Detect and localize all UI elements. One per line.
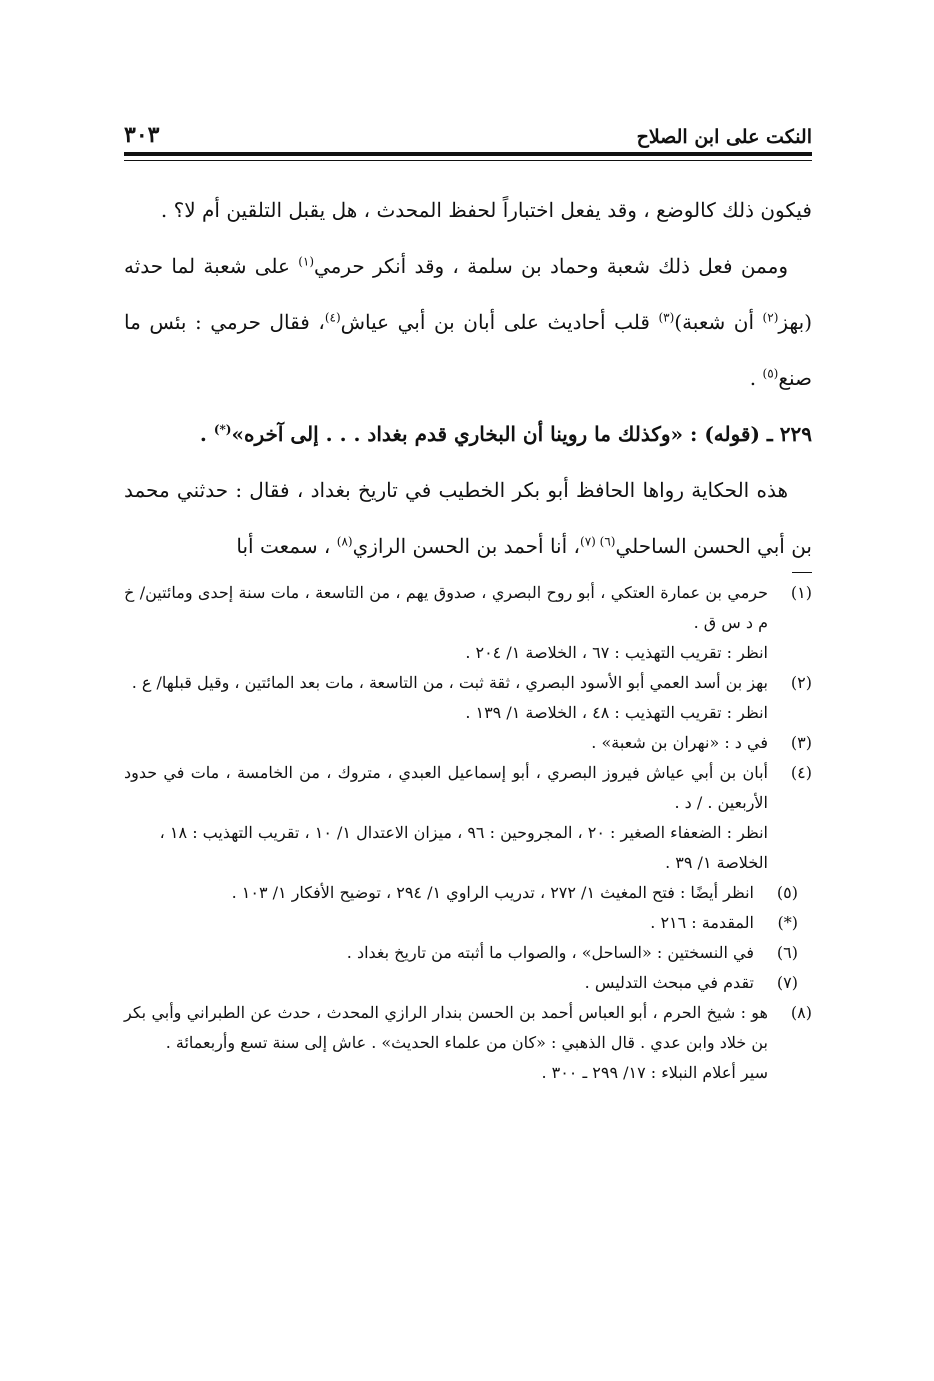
footnote-marker-8: (٨) [336, 534, 353, 549]
footnote-number: (٤) [790, 763, 812, 782]
footnote-marker-2: (٢) [762, 310, 779, 325]
footnote-text: في النسختين : «الساحل» ، والصواب ما أثبته من تاريخ بغداد . [346, 943, 754, 962]
footnote-8-reference: سير أعلام النبلاء : ١٧/ ٢٩٩ ـ ٣٠٠ . [541, 1063, 768, 1082]
footnote-2-reference: انظر : تقريب التهذيب : ٤٨ ، الخلاصة ١/ ١٣٩ . [465, 703, 768, 722]
heading-text: (قوله) : «وكذلك ما روينا أن البخاري قدم بغداد . . . إلى آخره» [231, 422, 760, 446]
footnote-number: (٦) [776, 943, 798, 962]
footnote-number: (١) [790, 583, 812, 602]
header-rule-thin [124, 160, 812, 161]
p2-seg-f: . [749, 366, 763, 390]
footnote-marker-4: (٤) [324, 310, 341, 325]
paragraph-1 [124, 182, 812, 238]
footnote-6 [124, 938, 812, 968]
footnote-2 [124, 668, 812, 698]
paragraph-3 [124, 462, 812, 574]
running-title: النكت على ابن الصلاح [636, 126, 812, 148]
section-heading-229 [124, 406, 812, 462]
footnote-star [124, 908, 812, 938]
footnote-number: (٥) [776, 883, 798, 902]
footnote-number: (٨) [790, 1003, 812, 1022]
footnote-text: المقدمة : ٢١٦ . [650, 913, 754, 932]
page-header [124, 108, 812, 148]
p2-seg-c: أن شعبة) [674, 310, 763, 334]
footnote-7 [124, 968, 812, 998]
p2-seg-e: ، فقال حرمي : بئس ما صنع [124, 310, 812, 390]
footnote-4-reference: انظر : الضعفاء الصغير : ٢٠ ، المجروحين : ٩٦ ، ميزان الاعتدال ١/ ١٠ ، تقريب التهذيب : ١٨ ، الخلاصة ١/ ٣٩ . [159, 823, 768, 872]
p2-seg-b: على شعبة لما حدثه (بهز [124, 254, 812, 334]
footnote-5 [124, 878, 812, 908]
p2-seg-d: قلب أحاديث على أبان بن أبي عياش [340, 310, 659, 334]
footnote-marker-star: (*) [213, 422, 232, 437]
heading-end: . [199, 422, 214, 446]
paragraph-1-text: فيكون ذلك كالوضع ، وقد يفعل اختباراً لحفظ المحدث ، هل يقبل التلقين أم لا؟ . [160, 198, 812, 222]
header-rule-thick [124, 152, 812, 156]
footnote-text: انظر أيضًا : فتح المغيث ١/ ٢٧٢ ، تدريب الراوي ١/ ٢٩٤ ، توضيح الأفكار ١/ ١٠٣ . [231, 883, 754, 902]
footnote-number: (*) [777, 913, 798, 932]
footnote-number: (٧) [776, 973, 798, 992]
footnote-number: (٣) [790, 733, 812, 752]
footnote-8 [124, 998, 812, 1058]
paragraph-2 [124, 238, 812, 406]
page-number: ٣٠٣ [124, 122, 160, 148]
p3-seg-b: ، أنا أحمد بن الحسن الرازي [352, 534, 580, 558]
p3-seg-a: هذه الحكاية رواها الحافظ أبو بكر الخطيب في تاريخ بغداد ، فقال : حدثني محمد بن أبي الحسن الساحلي [124, 478, 812, 558]
footnote-marker-6-7: (٦) (٧) [580, 534, 616, 549]
footnote-text: تقدم في مبحث التدليس . [584, 973, 754, 992]
footnote-1-reference: انظر : تقريب التهذيب : ٦٧ ، الخلاصة ١/ ٢٠٤ . [465, 643, 768, 662]
footnote-text: بهز بن أسد العمي أبو الأسود البصري ، ثقة ثبت ، من التاسعة ، مات بعد المائتين ، وقيل قبلها/ ع . [131, 673, 768, 692]
footnote-4 [124, 758, 812, 818]
footnote-text: هو : شيخ الحرم ، أبو العباس أحمد بن الحسن بندار الرازي المحدث ، حدث عن الطبراني وأبي بكر بن خلاد وابن عدي . قال الذهبي : «كان من علماء الحديث» . عاش إلى سنة تسع وأربعمائة . [124, 1003, 768, 1052]
heading-number: ٢٢٩ ـ [759, 422, 812, 446]
footnote-marker-5: (٥) [762, 366, 779, 381]
p3-seg-c: ، سمعت أبا [236, 534, 337, 558]
footnote-marker-3: (٣) [658, 310, 675, 325]
main-text [124, 182, 812, 574]
p2-seg-a: وممن فعل ذلك شعبة وحماد بن سلمة ، وقد أنكر حرمي [314, 254, 788, 278]
footnote-text: حرمي بن عمارة العتكي ، أبو روح البصري ، صدوق يهم ، من التاسعة ، مات سنة إحدى ومائتين/ خ م د س ق . [124, 583, 768, 632]
footnote-text: في د : «نهران بن شعبة» . [591, 733, 768, 752]
footnote-number: (٢) [790, 673, 812, 692]
footnote-3 [124, 728, 812, 758]
footnote-separator [792, 572, 812, 573]
footnote-text: أبان بن أبي عياش فيروز البصري ، أبو إسماعيل العبدي ، متروك ، من الخامسة ، مات في حدود الأربعين . / د . [124, 763, 768, 812]
footnote-1 [124, 578, 812, 638]
footnote-marker-1: (١) [298, 254, 315, 269]
footnotes [124, 578, 812, 1088]
